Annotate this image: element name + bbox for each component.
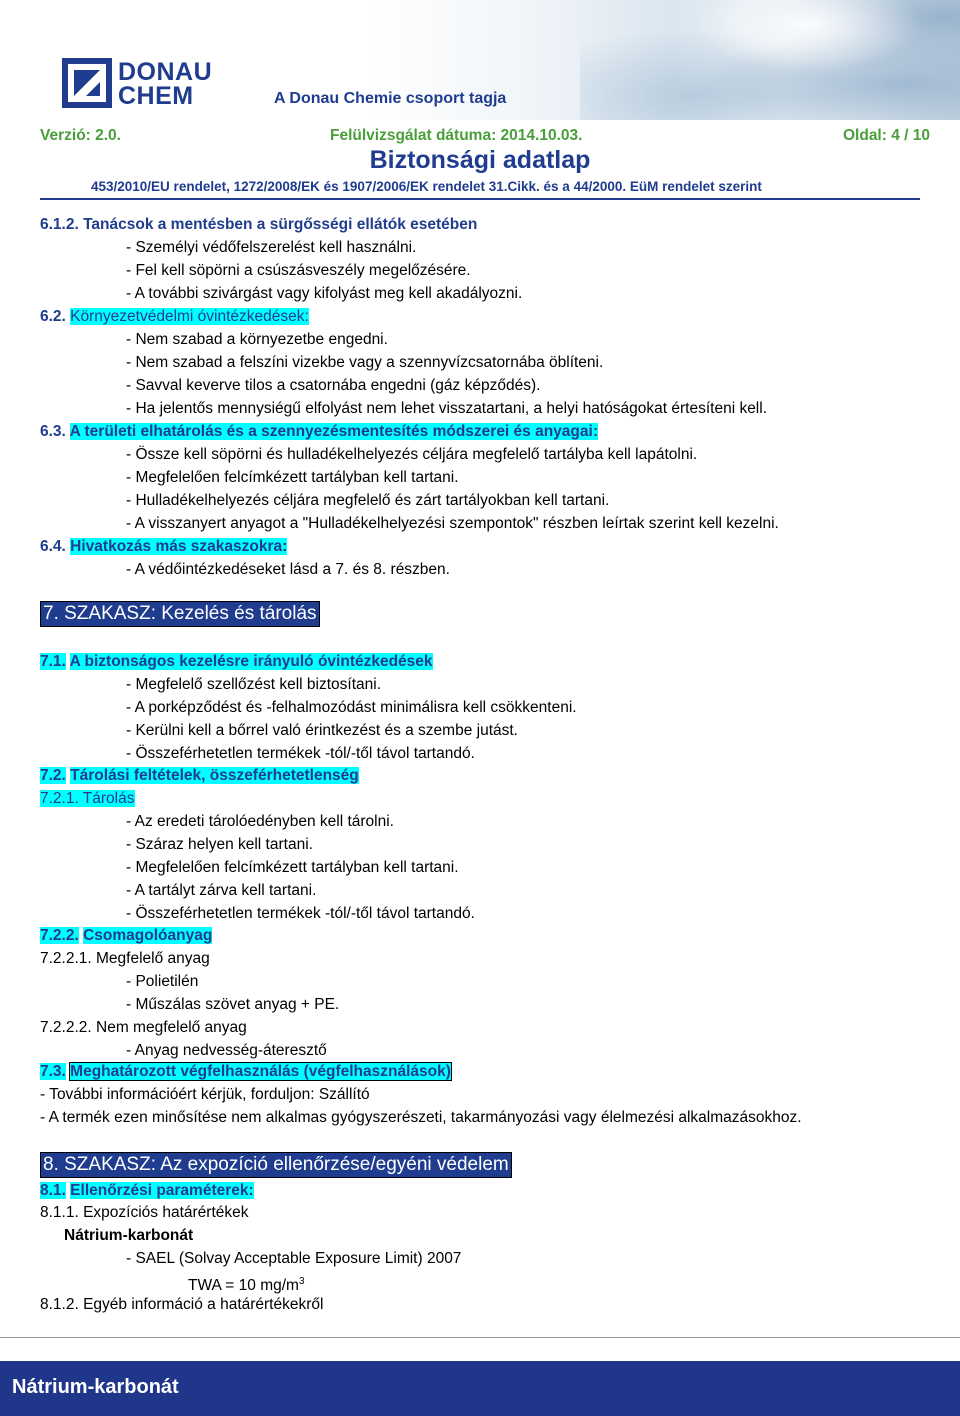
heading-7-2-2-2: 7.2.2.2. Nem megfelelő anyag bbox=[40, 1019, 247, 1036]
section-8-heading: 8. SZAKASZ: Az expozíció ellenőrzése/egyéni védelem bbox=[40, 1152, 512, 1178]
document-title: Biztonsági adatlap bbox=[369, 146, 591, 174]
heading-7-2-1-title: 7.2.1. Tárolás bbox=[40, 790, 135, 807]
heading-7-2-2-number: 7.2.2. bbox=[40, 927, 79, 944]
list-item: - A porképződést és -felhalmozódást minimálisra kell csökkenteni. bbox=[126, 699, 577, 716]
list-item: - Az eredeti tárolóedényben kell tárolni. bbox=[126, 813, 394, 830]
list-item: - Megfelelő szellőzést kell biztosítani. bbox=[126, 676, 382, 693]
heading-7-2-2-title: Csomagolóanyag bbox=[83, 927, 213, 944]
tagline: A Donau Chemie csoport tagja bbox=[274, 90, 507, 107]
heading-6-4 bbox=[40, 538, 287, 556]
heading-6-2-number: 6.2. bbox=[40, 308, 66, 325]
list-item: - Megfelelően felcímkézett tartályban kell tartani. bbox=[126, 859, 459, 876]
list-item: - Fel kell söpörni a csúszásveszély megelőzésére. bbox=[126, 262, 471, 279]
revision-date: Felülvizsgálat dátuma: 2014.10.03. bbox=[330, 127, 583, 144]
footer-product-name: Nátrium-karbonát bbox=[12, 1376, 179, 1398]
heading-7-1-title: A biztonságos kezelésre irányuló óvintézkedések bbox=[69, 653, 433, 670]
list-item: - Összeférhetetlen termékek -tól/-től távol tartandó. bbox=[126, 905, 475, 922]
logo-wordmark bbox=[118, 60, 212, 108]
list-item: - Anyag nedvesség-áteresztő bbox=[126, 1042, 327, 1059]
list-item: - Száraz helyen kell tartani. bbox=[126, 836, 313, 853]
heading-8-1 bbox=[40, 1182, 254, 1200]
heading-7-2-number: 7.2. bbox=[40, 767, 66, 784]
twa-line bbox=[188, 1273, 305, 1295]
heading-7-2 bbox=[40, 767, 359, 785]
footer-bar bbox=[0, 1361, 960, 1416]
list-item: - A termék ezen minősítése nem alkalmas gyógyszerészeti, takarmányozási vagy élelmezési alkalmazásokhoz. bbox=[40, 1109, 802, 1126]
list-item: - Kerülni kell a bőrrel való érintkezést és a szembe jutást. bbox=[126, 722, 518, 739]
heading-6-3-title: A területi elhatárolás és a szennyezésmentesítés módszerei és anyagai: bbox=[69, 423, 598, 440]
heading-7-3 bbox=[40, 1063, 451, 1081]
list-item: - Hulladékelhelyezés céljára megfelelő és zárt tartályokban kell tartani. bbox=[126, 492, 610, 509]
heading-8-1-1: 8.1.1. Expozíciós határértékek bbox=[40, 1204, 249, 1221]
logo-line2: CHEM bbox=[118, 82, 194, 110]
water-splash-image bbox=[580, 0, 960, 120]
heading-6-3-number: 6.3. bbox=[40, 423, 66, 440]
list-item: - A visszanyert anyagot a "Hulladékelhelyezési szempontok" részben leírtak szerint kell kezelni. bbox=[126, 515, 779, 532]
footer-divider bbox=[0, 1337, 960, 1338]
heading-6-2-title: Környezetvédelmi óvintézkedések: bbox=[70, 308, 309, 325]
list-item: - További információért kérjük, forduljon: Szállító bbox=[40, 1086, 370, 1103]
list-item: - Műszálas szövet anyag + PE. bbox=[126, 996, 340, 1013]
heading-7-2-2 bbox=[40, 927, 212, 945]
heading-7-1 bbox=[40, 653, 433, 671]
heading-6-3 bbox=[40, 423, 598, 441]
heading-6-1-2: 6.1.2. Tanácsok a mentésben a sürgősségi ellátók esetében bbox=[40, 216, 478, 233]
twa-value: TWA = 10 mg/m bbox=[188, 1277, 299, 1295]
list-item: - A tartályt zárva kell tartani. bbox=[126, 882, 317, 899]
heading-6-2 bbox=[40, 308, 309, 326]
list-item: - Összeférhetetlen termékek -tól/-től távol tartandó. bbox=[126, 745, 475, 762]
heading-7-1-number: 7.1. bbox=[40, 653, 66, 670]
list-item: - Ha jelentős mennysiégű elfolyást nem lehet visszatartani, a helyi hatóságokat értesíteni kell. bbox=[126, 400, 768, 417]
list-item: - Személyi védőfelszerelést kell használni. bbox=[126, 239, 417, 256]
heading-8-1-number: 8.1. bbox=[40, 1182, 66, 1199]
heading-8-1-title: Ellenőrzési paraméterek: bbox=[70, 1182, 254, 1199]
twa-exponent: 3 bbox=[298, 1276, 305, 1287]
logo-line1: DONAU bbox=[118, 58, 213, 86]
list-item: - Nem szabad a környezetbe engedni. bbox=[126, 331, 388, 348]
heading-7-2-2-1: 7.2.2.1. Megfelelő anyag bbox=[40, 950, 210, 967]
heading-8-1-2: 8.1.2. Egyéb információ a határértékekről bbox=[40, 1296, 324, 1313]
document-meta-row bbox=[40, 127, 930, 147]
list-item: - Savval keverve tilos a csatornába engedni (gáz képződés). bbox=[126, 377, 541, 394]
heading-7-3-number: 7.3. bbox=[40, 1063, 66, 1080]
list-item: - Össze kell söpörni és hulladékelhelyezés céljára megfelelő tartályba kell lapátolni. bbox=[126, 446, 698, 463]
section-7-heading: 7. SZAKASZ: Kezelés és tárolás bbox=[40, 601, 320, 627]
list-item: - Polietilén bbox=[126, 973, 199, 990]
page-number: Oldal: 4 / 10 bbox=[842, 127, 930, 144]
heading-7-2-1 bbox=[40, 790, 135, 808]
list-item: - Megfelelően felcímkézett tartályban kell tartani. bbox=[126, 469, 459, 486]
header-banner bbox=[0, 0, 960, 120]
heading-6-4-title: Hivatkozás más szakaszokra: bbox=[70, 538, 288, 555]
substance-name: Nátrium-karbonát bbox=[64, 1227, 194, 1244]
heading-7-3-title: Meghatározott végfelhasználás (végfelhasználások) bbox=[70, 1063, 451, 1080]
donau-chem-logo-icon bbox=[62, 58, 112, 108]
list-item: - A védőintézkedéseket lásd a 7. és 8. részben. bbox=[126, 561, 450, 578]
sael-line: - SAEL (Solvay Acceptable Exposure Limit) 2007 bbox=[126, 1250, 462, 1267]
heading-7-2-title: Tárolási feltételek, összeférhetetlenség bbox=[70, 767, 359, 784]
version: Verzió: 2.0. bbox=[40, 127, 121, 144]
list-item: - A további szivárgást vagy kifolyást meg kell akadályozni. bbox=[126, 285, 523, 302]
heading-6-4-number: 6.4. bbox=[40, 538, 66, 555]
header-divider bbox=[40, 198, 920, 200]
document-subtitle: 453/2010/EU rendelet, 1272/2008/EK és 1907/2006/EK rendelet 31.Cikk. és a 44/2000. EüM rendelet szerint bbox=[91, 179, 762, 194]
list-item: - Nem szabad a felszíni vizekbe vagy a szennyvízcsatornába öblíteni. bbox=[126, 354, 604, 371]
